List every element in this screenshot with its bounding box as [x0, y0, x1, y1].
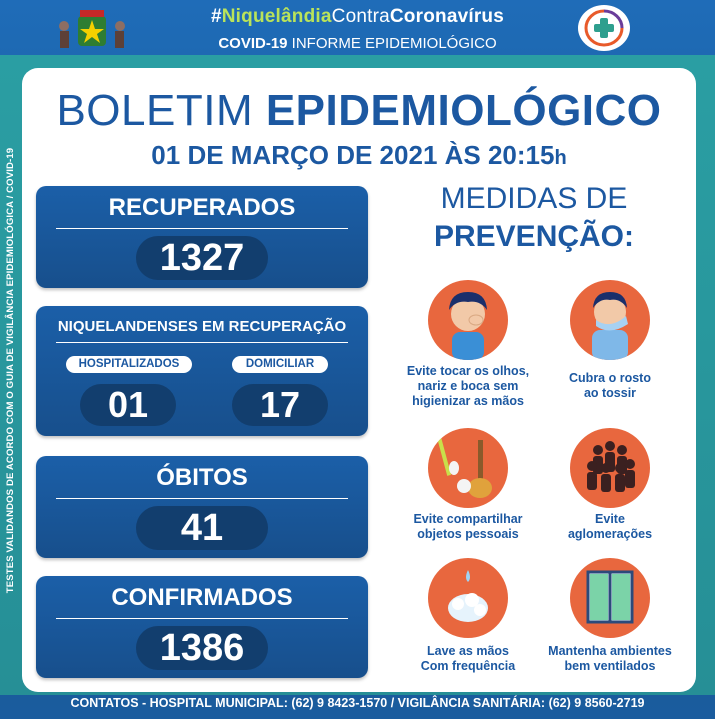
in-recovery-panel [36, 306, 368, 436]
contacts-footer: CONTATOS - HOSPITAL MUNICIPAL: (62) 9 8423-1570 / VIGILÂNCIA SANITÁRIA: (62) 9 8560-2719 [70, 696, 645, 710]
municipal-coat-of-arms-logo [54, 6, 130, 50]
recovered-value: 1327 [136, 236, 268, 280]
prevention-item-1-text: Evite tocar os olhos, nariz e boca sem higienizar as mãos [406, 364, 530, 408]
bulletin-title: BOLETIM EPIDEMIOLÓGICO [56, 86, 662, 135]
prevention-item-3-text: Evite compartilhar objetos pessoais [413, 512, 523, 541]
campaign-hashtag: #NiquelândiaContraCoronavírus [210, 6, 505, 27]
prevention-item-5-text: Lave as mãos Com frequência [420, 644, 516, 673]
prevention-item-6-text: Mantenha ambientes bem ventilados [548, 644, 672, 673]
side-note [3, 70, 19, 670]
confirmed-panel [36, 576, 368, 678]
deaths-value: 41 [136, 506, 268, 550]
confirmed-divider [56, 618, 348, 619]
window-icon [570, 558, 650, 638]
cough-icon [570, 280, 650, 360]
confirmed-value: 1386 [136, 626, 268, 670]
recovered-panel [36, 186, 368, 288]
recovered-label: RECUPERADOS [108, 194, 296, 221]
prevention-item-2-text: Cubra o rosto ao tossir [569, 371, 651, 400]
health-cross-logo [578, 5, 630, 51]
hospitalized-label: HOSPITALIZADOS [66, 356, 192, 373]
prevention-item-4-text: Evite aglomerações [567, 512, 653, 541]
deaths-panel [36, 456, 368, 558]
prevention-title-line2: PREVENÇÃO: [433, 220, 635, 253]
hand-wash-icon [428, 558, 508, 638]
home-care-value: 17 [232, 384, 328, 426]
in-recovery-label: NIQUELANDENSES EM RECUPERAÇÃO [57, 318, 347, 335]
in-recovery-divider [56, 342, 348, 343]
side-note-text: TESTES VALIDANDOS DE ACORDO COM O GUIA DE VIGILÂNCIA EPIDEMIOLÓGICA / COVID-19 [5, 147, 17, 593]
deaths-label: ÓBITOS [156, 464, 248, 491]
deaths-divider [56, 498, 348, 499]
confirmed-label: CONFIRMADOS [111, 584, 293, 611]
recovered-divider [56, 228, 348, 229]
hookah-icon [428, 428, 508, 508]
crowd-icon [570, 428, 650, 508]
bulletin-date: 01 DE MARÇO DE 2021 ÀS 20:15h [151, 140, 567, 170]
home-care-label: DOMICILIAR [232, 356, 328, 373]
report-subtitle: COVID-19 INFORME EPIDEMIOLÓGICO [218, 35, 497, 52]
hospitalized-value: 01 [80, 384, 176, 426]
prevention-title-line1: MEDIDAS DE [440, 182, 628, 215]
face-touch-icon [428, 280, 508, 360]
